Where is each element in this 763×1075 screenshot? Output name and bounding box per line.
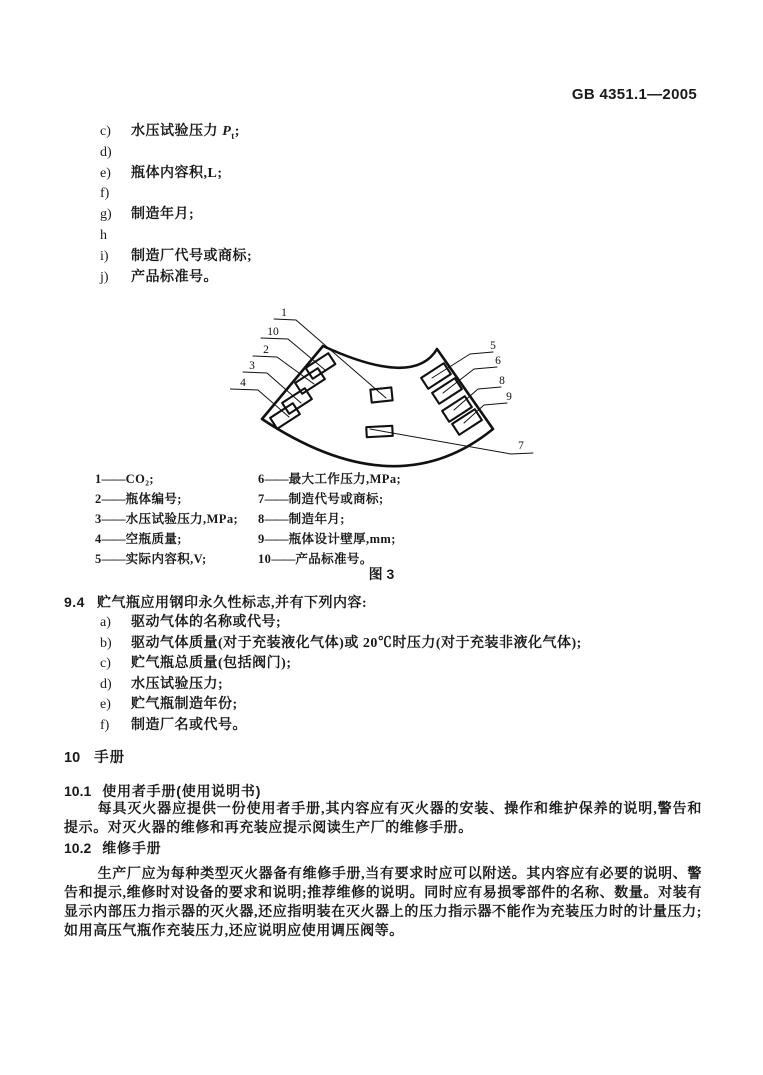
section-number: 9.4 (64, 594, 85, 610)
list-item-text: 水压试验压力; (131, 676, 224, 692)
legend-dash: —— (271, 552, 295, 566)
list-item-text: 制造厂代号或商标; (131, 248, 253, 264)
legend-item-number: 6 (258, 472, 265, 486)
legend-item (258, 469, 401, 489)
callout-number-1: 1 (281, 307, 287, 319)
pressure-symbol: P (222, 124, 232, 139)
section-number: 10.1 (64, 783, 92, 799)
legend-item-text: 瓶体设计壁厚,mm; (288, 532, 396, 546)
legend-dash: —— (264, 532, 288, 546)
legend-item-text: 空瓶质量; (125, 532, 182, 546)
list-item-label: a) (100, 615, 111, 630)
legend-dash: —— (101, 532, 125, 546)
section-number: 10 (64, 750, 81, 766)
section-9-4-heading (64, 592, 709, 613)
list-item (100, 654, 709, 675)
legend-column-left (95, 469, 258, 569)
list-item-label: d) (100, 144, 112, 160)
list-item (100, 247, 252, 268)
list-item (100, 164, 252, 185)
list-item-text: 贮气瓶制造年份; (131, 697, 238, 712)
list-item (100, 634, 709, 655)
legend-dash: —— (264, 492, 288, 506)
legend-item-number: 9 (258, 532, 265, 546)
list-item-text: 瓶体内容积,L; (131, 165, 223, 181)
list-item (100, 122, 252, 143)
cylinder-marking-list (100, 122, 252, 288)
legend-item (258, 509, 401, 529)
legend-dash: —— (101, 552, 125, 566)
legend-item (258, 529, 401, 549)
cylinder-marking-figure (230, 296, 548, 476)
list-item-body: 水压试验压力 (131, 124, 218, 139)
legend-item-number: 1 (95, 472, 102, 486)
list-item (100, 143, 252, 164)
callout-number-5: 5 (490, 340, 496, 352)
section-title: 使用者手册(使用说明书) (102, 783, 262, 799)
legend-item-text: 水压试验压力,MPa; (125, 512, 239, 526)
list-item (100, 675, 709, 696)
list-item-text: 制造厂名或代号。 (131, 717, 247, 733)
section-10-2-heading (64, 838, 161, 858)
figure-caption: 图 3 (368, 566, 395, 582)
legend-dash: —— (264, 512, 288, 526)
legend-item-number: 7 (258, 492, 265, 506)
callout-number-10: 10 (267, 326, 279, 338)
callout-number-7: 7 (518, 440, 524, 452)
callout-number-9: 9 (506, 391, 512, 403)
list-item-text: 制造年月; (131, 207, 195, 223)
section-10-1-paragraph: 每具灭火器应提供一份使用者手册,其内容应有灭火器的安装、操作和维护保养的说明,警告和提示。对灭火器的维修和再充装应提示阅读生产厂的维修手册。 (64, 802, 702, 837)
list-item (100, 268, 252, 289)
legend-item-text: 制造代号或商标; (288, 492, 384, 506)
section-title: 贮气瓶应用钢印永久性标志,并有下列内容: (96, 596, 368, 611)
list-item-label: f) (100, 717, 110, 733)
list-item (100, 205, 252, 226)
list-item-text: 产品标准号。 (131, 269, 218, 285)
legend-item (95, 529, 258, 549)
list-item-text: 贮气瓶总质量(包括阀门); (131, 656, 292, 671)
stamp-rect-4 (270, 403, 300, 429)
legend-item (258, 489, 401, 509)
list-item-text (131, 122, 240, 143)
section-title: 手册 (94, 750, 126, 766)
figure-legend (95, 469, 401, 569)
list-item-label: g) (100, 207, 112, 223)
list-item (100, 716, 709, 737)
section-number: 10.2 (64, 840, 92, 856)
legend-item-number: 2 (95, 492, 102, 506)
leader-line-7 (370, 429, 533, 454)
legend-dash: —— (101, 512, 125, 526)
section-10-heading (64, 746, 125, 767)
pressure-symbol-subscript: t (231, 130, 235, 141)
list-item (100, 613, 709, 634)
callout-number-3: 3 (249, 360, 255, 372)
legend-item-text: 制造年月; (288, 512, 345, 526)
stamp-rect-9 (452, 409, 482, 435)
leader-line-3 (243, 372, 301, 403)
list-item-tail: ; (234, 124, 240, 139)
legend-column-right (258, 469, 401, 569)
stamp-rect-1 (370, 387, 392, 402)
leader-line-4 (230, 389, 289, 417)
list-item-label: e) (100, 165, 111, 181)
list-item (100, 695, 709, 716)
leader-line-2 (253, 356, 314, 384)
legend-dash: —— (264, 472, 288, 486)
list-item-text: 驱动气体质量(对于充装液化气体)或 20℃时压力(对于充装非液化气体); (131, 635, 582, 651)
legend-dash: —— (101, 492, 125, 506)
callout-number-6: 6 (495, 355, 501, 367)
list-item-label: c) (100, 656, 111, 671)
standard-number: GB 4351.1—2005 (571, 86, 697, 103)
list-item-label: i) (100, 248, 109, 264)
legend-item-text: 最大工作压力,MPa; (288, 472, 402, 486)
list-item-label: b) (100, 635, 112, 651)
callout-number-4: 4 (240, 377, 246, 389)
legend-item (95, 489, 258, 509)
list-item-label: d) (100, 676, 112, 692)
callout-number-8: 8 (499, 375, 505, 387)
list-item-label: h (100, 227, 107, 243)
section-10-1-heading (64, 781, 261, 801)
legend-item-text: 实际内容积,V; (125, 552, 207, 566)
legend-item-number: 4 (95, 532, 102, 546)
list-item-label: e) (100, 697, 111, 712)
legend-item-text: CO₂; (125, 472, 154, 486)
section-10-2-paragraph: 生产厂应为每种类型灭火器备有维修手册,当有要求时应可以附送。其内容应有必要的说明、警告和提示,维修时对设备的要求和说明;推荐维修的说明。同时应有易损零部件的名称、数量。对装有显示内部压力指示器的灭火器,还应指明装在灭火器上的压力指示器不能作为充装压力时的计量压力;如用高压气瓶作充装压力,还应说明应使用调压阀等。 (64, 867, 702, 939)
legend-item-text: 产品标准号。 (295, 552, 373, 566)
list-item (100, 184, 252, 205)
legend-item-number: 3 (95, 512, 102, 526)
legend-dash: —— (101, 472, 125, 486)
legend-item-number: 5 (95, 552, 102, 566)
figure-3-diagram (230, 296, 548, 476)
section-9-4-items (100, 613, 709, 736)
list-item-label: j) (100, 269, 109, 285)
legend-item (95, 509, 258, 529)
list-item (100, 226, 252, 247)
section-title: 维修手册 (102, 840, 162, 856)
legend-item-number: 10 (258, 552, 272, 566)
legend-item-number: 8 (258, 512, 265, 526)
callout-number-2: 2 (263, 344, 269, 356)
legend-item-text: 瓶体编号; (125, 492, 182, 506)
legend-item (95, 469, 258, 489)
list-item-label: f) (100, 186, 110, 202)
stamp-rect-7 (366, 426, 392, 437)
section-9-4 (64, 592, 709, 736)
list-item-text: 驱动气体的名称或代号; (131, 615, 282, 630)
list-item-label: c) (100, 124, 111, 139)
